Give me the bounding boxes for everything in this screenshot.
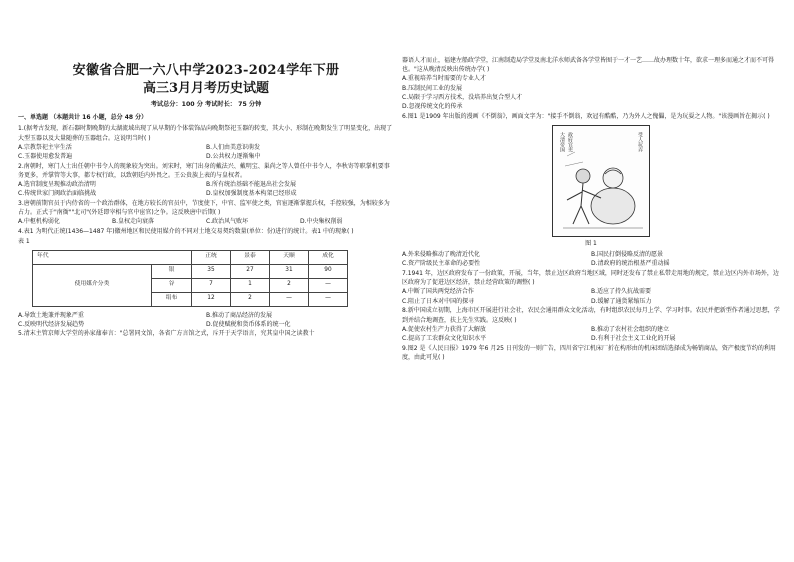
option-d: D.促使赋税和货币体系的统一化 — [206, 320, 291, 328]
question-2 — [18, 162, 394, 199]
option-d: D.缓解了通货紧缩压力 — [591, 297, 652, 305]
table-header: 景泰 — [231, 250, 270, 264]
question-text: 器语人才而止，福建左船政学堂，江南制造局学堂及南北洋水师武备各学堂皆囿于一才一艺……故办理数十年，欲求一理多而通之才而不可得也。"这从晚清反映出传统办学( ) — [402, 57, 775, 74]
table-row — [33, 264, 348, 278]
option-d: D.中央集权削弱 — [300, 218, 343, 226]
table-cell: — — [309, 292, 348, 306]
option-d: D.皇权加强制度基本构架已经形成 — [206, 190, 297, 198]
option-d: D.清政府的统治根基严重动摇 — [591, 260, 670, 268]
question-text: 6.图1 是1909 年出版的漫画《不倒翁》，画面文字为："接手不倒翁，欢冠有酷酷，乃为外人之傀儡，是为玩耍之人物。"该漫画旨在揭示( ) — [402, 112, 770, 120]
option-a: A.重视培养当时需要的专业人才 — [402, 75, 486, 83]
options — [18, 180, 394, 198]
page-title: 安徽省合肥一六八中学2023-2024学年下册 — [72, 63, 340, 78]
table-cell: 银 — [152, 264, 192, 278]
left-column — [18, 52, 394, 339]
options — [18, 217, 394, 226]
option-b: B.推动了农村社会组织的建立 — [591, 325, 670, 333]
table-header: 成化 — [309, 250, 348, 264]
figure-text: 大清帝国 — [559, 131, 565, 152]
table-cell: 谷 — [152, 278, 192, 292]
option-b: B.国民打倒侵略反清的愿景 — [591, 251, 664, 259]
table-header-row — [33, 250, 348, 264]
cartoon-figure — [552, 125, 650, 237]
table-cell: 绢布 — [152, 292, 192, 306]
question-5-continued — [402, 56, 780, 111]
question-8 — [402, 306, 780, 343]
option-c: C.政治风气败坏 — [206, 218, 249, 226]
question-text: 8.新中国成立初期，上海市区开展进行社会社，农民会通用群众文化活动，有时组织农民每月上学、学习时事。农民并把新型作者通过思想，学到并结合地调查，扶上先生实践。这反映( ) — [402, 307, 780, 324]
option-b: B.皇权走向衰落 — [112, 218, 155, 226]
table-label: 表 1 — [18, 238, 30, 246]
option-c: C.局限于学习西方技术，没培养出复合型人才 — [402, 93, 523, 101]
table-cell: 1 — [231, 278, 270, 292]
table-cell: 2 — [270, 278, 309, 292]
table-cell: — — [270, 292, 309, 306]
option-d: D.有利于社会主义工业化的开展 — [591, 334, 676, 342]
option-b: B.推动了商品经济的发展 — [206, 311, 273, 319]
question-7 — [402, 269, 780, 306]
option-c: C.反映明代经济发展趋势 — [18, 320, 85, 328]
options — [402, 325, 780, 343]
question-1 — [18, 124, 394, 161]
option-a: A.导致土地兼并现象严重 — [18, 311, 84, 319]
question-5-start: 5.清末主管京师大学堂的孙家鼐奉言："总署同文馆，各省广方言馆之式，斥开于天学语言，究其皇中国之读教十 — [18, 330, 315, 338]
option-d: D.忽视传统文化的传承 — [402, 103, 463, 111]
figure-caption: 图 1 — [585, 239, 597, 247]
option-a: A.促使农村生产力获得了大解放 — [402, 325, 486, 333]
page-subtitle: 高三3月月考历史试题 — [142, 81, 270, 96]
table-header: 正统 — [192, 250, 231, 264]
question-3 — [18, 199, 394, 227]
option-d: D.公共权力逐渐集中 — [206, 153, 261, 161]
option-c: C.提高了工农群众文化知识水平 — [402, 334, 487, 342]
option-a: A.中断了国共两党经济合作 — [402, 288, 474, 296]
table-cell: — — [309, 278, 348, 292]
exam-info: 考试总分：100 分 考试时长： 75 分钟 — [150, 101, 262, 108]
question-text: 3.唐朝前期官员于内侍省的一个政治群体，在地方较长的官员中，节度使下，中官、监军使之类，官宦逐渐掌握兵权，手控较强，为相较多为占力。正式于"南衙""北司"(外廷即宰相与官中宦官)之争。这反映唐中后期( ) — [18, 200, 390, 217]
option-a: A.外来侵略推动了晚清近代化 — [402, 251, 480, 259]
question-text: 7.1941 年，边区政府发布了一份政策，开展，当年，禁止边区政府当地区域，同时还发布了禁止私带走用地的规定，禁止边区内外市场外，边区政府为了促进边区经济，禁止经营政策的调整( ) — [402, 270, 779, 287]
right-column — [402, 56, 780, 363]
option-a: A.选官制度呈现推动政治清明 — [18, 181, 96, 189]
options — [18, 311, 394, 329]
figure-text: 受人玩弄 — [637, 131, 643, 152]
options — [402, 287, 780, 305]
option-b: B.所有统治基础不能退出社会发展 — [206, 181, 297, 189]
section-heading: 一、单选题 （本题共计 16 小题，总分 48 分） — [18, 114, 148, 122]
table-cell: 31 — [270, 264, 309, 278]
options — [18, 143, 394, 161]
table-cell: 7 — [192, 278, 231, 292]
option-c: C.阻止了日本对中国的探寻 — [402, 297, 475, 305]
option-b: B.人们由美意识萌发 — [206, 143, 261, 151]
table-group-label: 使用媒介分类 — [33, 264, 152, 306]
question-text: 1.(据考古发现，新石器时期晚期的太湖流域出现了从早期的个体装饰品向晚期祭祀玉器的转变，其大小、形制在晚期发生了明显变化，出现了大型玉器以及大量随葬的玉器组合。这说明当时( ) — [18, 125, 393, 142]
table-cell: 27 — [231, 264, 270, 278]
option-c: C.资产阶级民主革命的必要性 — [402, 260, 481, 268]
option-c: C.玉器使用愈发普遍 — [18, 153, 73, 161]
question-4 — [18, 227, 394, 329]
data-table — [32, 250, 348, 307]
question-9 — [402, 344, 780, 362]
question-text: 2.南朝时，寒门人士出任朝中书令人的现象较为突出。刘宋时，寒门出身的戴法兴、戴明宝、巢尚之等人曾任中书令人，李秋寄等职掌机要事务更多，并掌管等大事，都专权行政，以致朝廷内外畏之。王公贵族上表的与皇权者。 — [18, 162, 390, 179]
question-6 — [402, 112, 780, 269]
table-cell: 12 — [192, 292, 231, 306]
table-header: 年代 — [33, 250, 192, 264]
question-text: 9.图2 是《人民日报》1979 年6 月25 日刊发的一则广告，四川省宁江机床厂折在构形由的机床团结选择成为畅销商品，资产极度节约的利用度，由此可见( ) — [402, 344, 776, 361]
option-a: A.中枢机构弱化 — [18, 218, 60, 226]
table-cell: 90 — [309, 264, 348, 278]
option-c: C.传统世家门阀政治面临挑战 — [18, 190, 97, 198]
table-header: 天顺 — [270, 250, 309, 264]
options — [402, 250, 780, 268]
option-a: A.宗教祭祀主宰生活 — [18, 143, 72, 151]
question-text: 4.表1 为明代正统(1436—1487 年)徽州地区和民使用媒介的不同对土地交易契约数量(单位：份)进行的统计。表1 中的现象( ) — [18, 228, 354, 236]
option-b: B.压制民间工业的发展 — [402, 84, 463, 92]
option-b: B.适应了持久抗战需要 — [591, 288, 652, 296]
table-cell: 35 — [192, 264, 231, 278]
figure-text: 政府官吏 — [567, 131, 573, 152]
table-cell: 2 — [231, 292, 270, 306]
